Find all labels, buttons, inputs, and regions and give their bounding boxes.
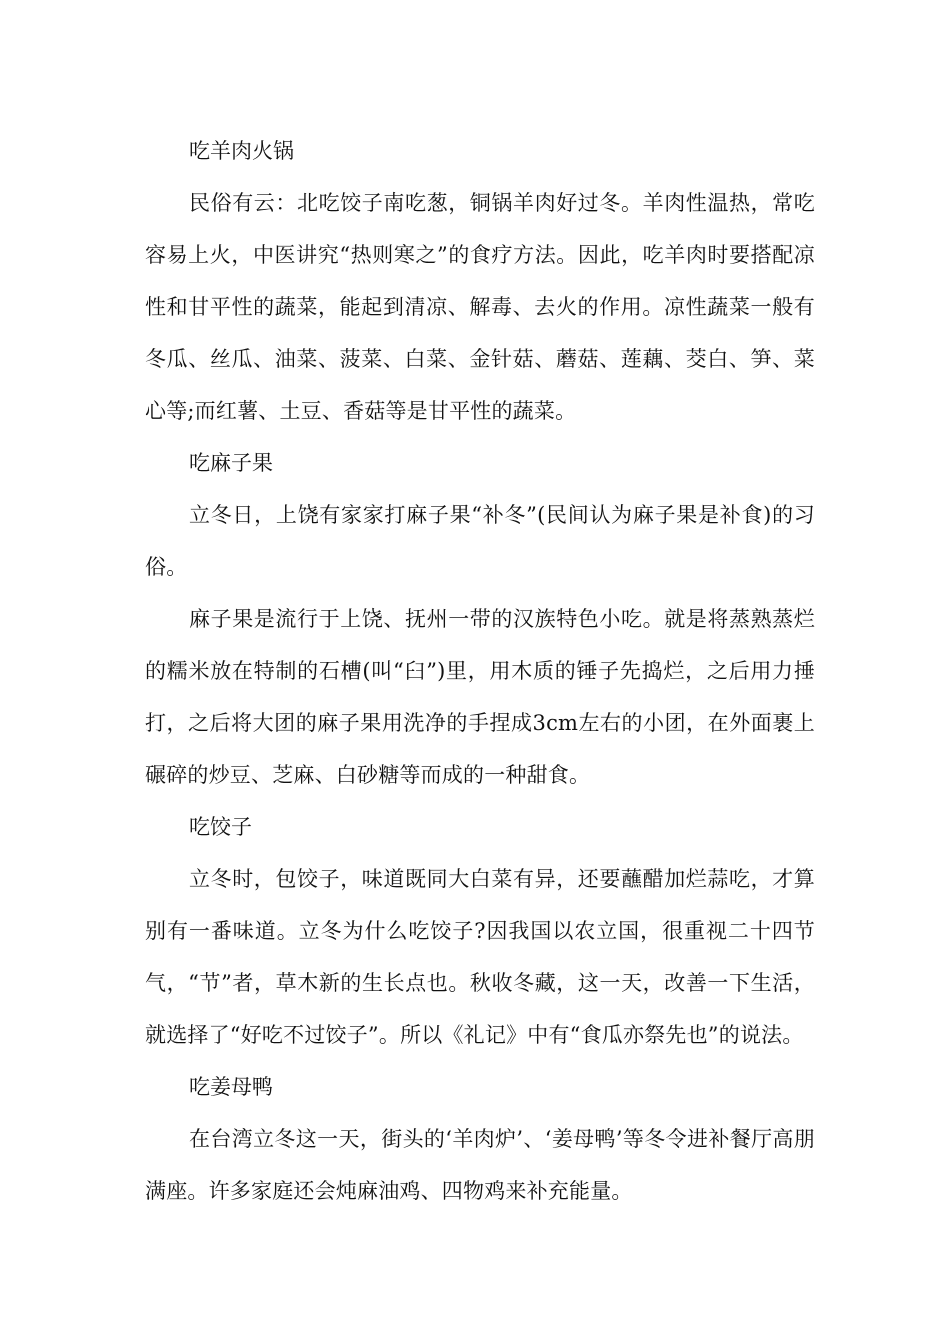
section-heading: 吃羊肉火锅 [189, 139, 294, 163]
paragraph: 麻子果是流行于上饶、抚州一带的汉族特色小吃。就是将蒸熟蒸烂的糯米放在特制的石槽(叫“臼”)里，用木质的锤子先捣烂，之后用力捶打，之后将大团的麻子果用洗净的手捏成3cm左右的小团，在外面裹上碾碎的炒豆、芝麻、白砂糖等而成的一种甜食。 [145, 607, 815, 787]
section-heading: 吃饺子 [189, 815, 252, 839]
paragraph: 在台湾立冬这一天，街头的‘羊肉炉’、‘姜母鸭’等冬令进补餐厅高朋满座。许多家庭还会炖麻油鸡、四物鸡来补充能量。 [145, 1127, 815, 1203]
section-heading: 吃姜母鸭 [189, 1075, 273, 1099]
document-body [145, 125, 815, 1217]
paragraph: 立冬日，上饶有家家打麻子果“补冬”(民间认为麻子果是补食)的习俗。 [145, 503, 815, 579]
paragraph: 民俗有云：北吃饺子南吃葱，铜锅羊肉好过冬。羊肉性温热，常吃容易上火，中医讲究“热则寒之”的食疗方法。因此，吃羊肉时要搭配凉性和甘平性的蔬菜，能起到清凉、解毒、去火的作用。凉性蔬菜一般有冬瓜、丝瓜、油菜、菠菜、白菜、金针菇、蘑菇、莲藕、茭白、笋、菜心等;而红薯、土豆、香菇等是甘平性的蔬菜。 [145, 191, 815, 423]
section-heading: 吃麻子果 [189, 451, 273, 475]
paragraph: 立冬时，包饺子，味道既同大白菜有异，还要蘸醋加烂蒜吃，才算别有一番味道。立冬为什么吃饺子?因我国以农立国，很重视二十四节气，“节”者，草木新的生长点也。秋收冬藏，这一天，改善一下生活，就选择了“好吃不过饺子”。所以《礼记》中有“食瓜亦祭先也”的说法。 [145, 867, 815, 1047]
